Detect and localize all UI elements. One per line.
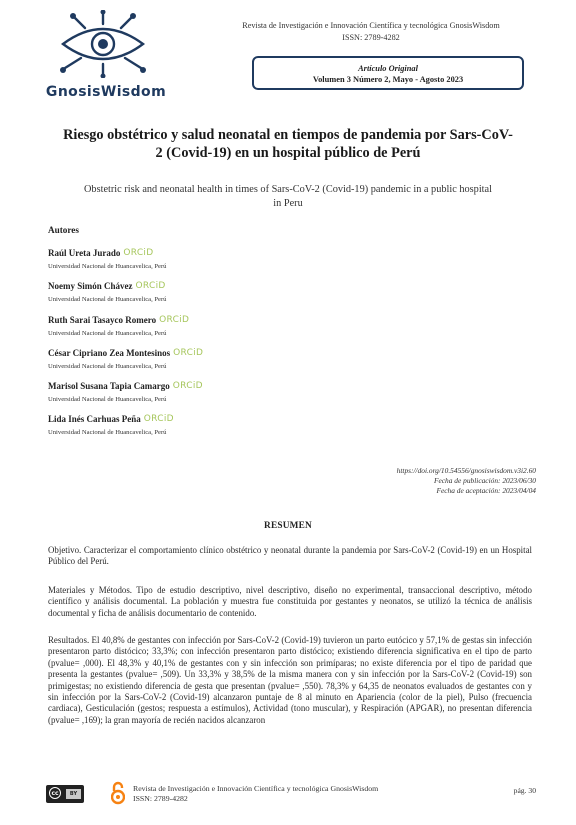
abstract-results: Resultados. El 40,8% de gestantes con infección por Sars-CoV-2 (Covid-19) tuvieron un parto eutócico y 57,1% de gestas sin infección presentaron parto distócico; 33,3%; con infección presentaron parto distócico; existiendo diferencia significativa en el tipo de parto (pvalue= ,000). El 48,3% y 40,1% de gestantes con y sin infección son primíparas; no existe diferencia por el tipo de paridad que presenta la gestantes (pvalue= ,509). Un 33,3% y 38,5% de la misma manera con y sin infección por la Sars-CoV-2 (Covid-19) son primigestas; no existiendo diferencia de gesta que presentan (pvalue= ,550). 78,3% y 64,35 de neonatos evaluados de gestantes con y sin infección por la Sars-CoV-2 (Covid-19) alcanzaron puntaje de 8 al minuto en Apariencia (color de la piel), Pulso (frecuencia cardiaca), Gesticulación (gestos; respuesta a estímulos), Actividad (tono muscular), y Respiración (APGAR), no presentan diferencia (pvalue= ,169); la gran mayoría de recién nacidos alcanzaron xyxy=(48,635,532,725)
author-name: Marisol Susana Tapia Camargo xyxy=(48,380,170,391)
orcid-icon[interactable]: ORCiD xyxy=(143,414,174,425)
footer-journal-name: Revista de Investigación e Innovación Científica y tecnológica GnosisWisdom xyxy=(133,784,379,793)
journal-header xyxy=(206,20,536,44)
orcid-icon[interactable]: ORCiD xyxy=(159,315,190,326)
author-name: Raúl Ureta Jurado xyxy=(48,247,121,258)
journal-issn: ISSN: 2789-4282 xyxy=(342,33,400,42)
article-title: Riesgo obstétrico y salud neonatal en tiempos de pandemia por Sars-CoV-2 (Covid-19) en un hospital público de Perú xyxy=(63,127,513,161)
author-entry xyxy=(48,277,166,304)
orcid-icon[interactable]: ORCiD xyxy=(173,348,204,359)
footer-issn: ISSN: 2789-4282 xyxy=(133,794,188,803)
by-icon: BY xyxy=(66,789,81,799)
author-entry xyxy=(48,377,203,404)
author-name: Ruth Sarai Tasayco Romero xyxy=(48,314,157,325)
article-english-title: Obstetric risk and neonatal health in times of Sars-CoV-2 (Covid-19) pandemic in a public hospital in Peru xyxy=(84,184,492,209)
cc-icon: cc xyxy=(49,787,61,799)
open-access-icon xyxy=(111,781,125,805)
author-affiliation: Universidad Nacional de Huancavelica, Perú xyxy=(48,296,167,303)
article-type: Artículo Original xyxy=(358,64,418,73)
author-name: Lida Inés Carhuas Peña xyxy=(48,413,141,424)
cc-by-license-icon[interactable] xyxy=(46,785,84,803)
abstract-methods: Materiales y Métodos. Tipo de estudio descriptivo, nivel descriptivo, diseño no experimental, transaccional descriptivo, método científico y análisis documental. La población y muestra fue constituida por gestantes y neonatos, se utilizó la técnica de análisis documental y ficha de análisis documentario de contenido. xyxy=(48,585,532,618)
orcid-icon[interactable]: ORCiD xyxy=(135,281,166,292)
publication-date: Fecha de publicación: 2023/06/30 xyxy=(433,476,536,486)
author-entry xyxy=(48,244,166,271)
author-affiliation: Universidad Nacional de Huancavelica, Perú xyxy=(48,396,167,403)
journal-logo xyxy=(38,10,170,102)
authors-heading: Autores xyxy=(48,225,79,235)
author-entry xyxy=(48,410,174,437)
logo-wordmark: GnosisWisdom xyxy=(45,84,167,100)
author-affiliation: Universidad Nacional de Huancavelica, Perú xyxy=(48,263,167,270)
page-number: pág. 30 xyxy=(513,786,536,795)
author-entry xyxy=(48,344,203,371)
orcid-icon[interactable]: ORCiD xyxy=(123,248,154,259)
volume-issue: Volumen 3 Número 2, Mayo - Agosto 2023 xyxy=(312,75,464,84)
doi-link[interactable]: https://doi.org/10.54556/gnosiswisdom.v3i2.60 xyxy=(396,466,536,475)
acceptance-date: Fecha de aceptación: 2023/04/04 xyxy=(436,486,536,496)
author-name: César Cipriano Zea Montesinos xyxy=(48,347,171,358)
journal-name: Revista de Investigación e Innovación Científica y tecnológica GnosisWisdom xyxy=(242,21,500,30)
author-affiliation: Universidad Nacional de Huancavelica, Perú xyxy=(48,363,167,370)
footer-journal xyxy=(133,784,378,804)
author-affiliation: Universidad Nacional de Huancavelica, Perú xyxy=(48,429,167,436)
orcid-icon[interactable]: ORCiD xyxy=(172,381,203,392)
author-name: Noemy Simón Chávez xyxy=(48,280,133,291)
eye-circuit-logo-icon xyxy=(55,10,151,78)
abstract-objective: Objetivo. Caracterizar el comportamiento clínico obstétrico y neonatal durante la pandemia por Sars-CoV-2 (Covid-19) en un Hospital Público del Perú. xyxy=(48,545,532,567)
abstract-heading: RESUMEN xyxy=(264,521,312,531)
author-affiliation: Universidad Nacional de Huancavelica, Perú xyxy=(48,330,167,337)
article-info-box xyxy=(252,56,524,90)
article-metadata xyxy=(397,466,536,497)
author-entry xyxy=(48,311,189,338)
